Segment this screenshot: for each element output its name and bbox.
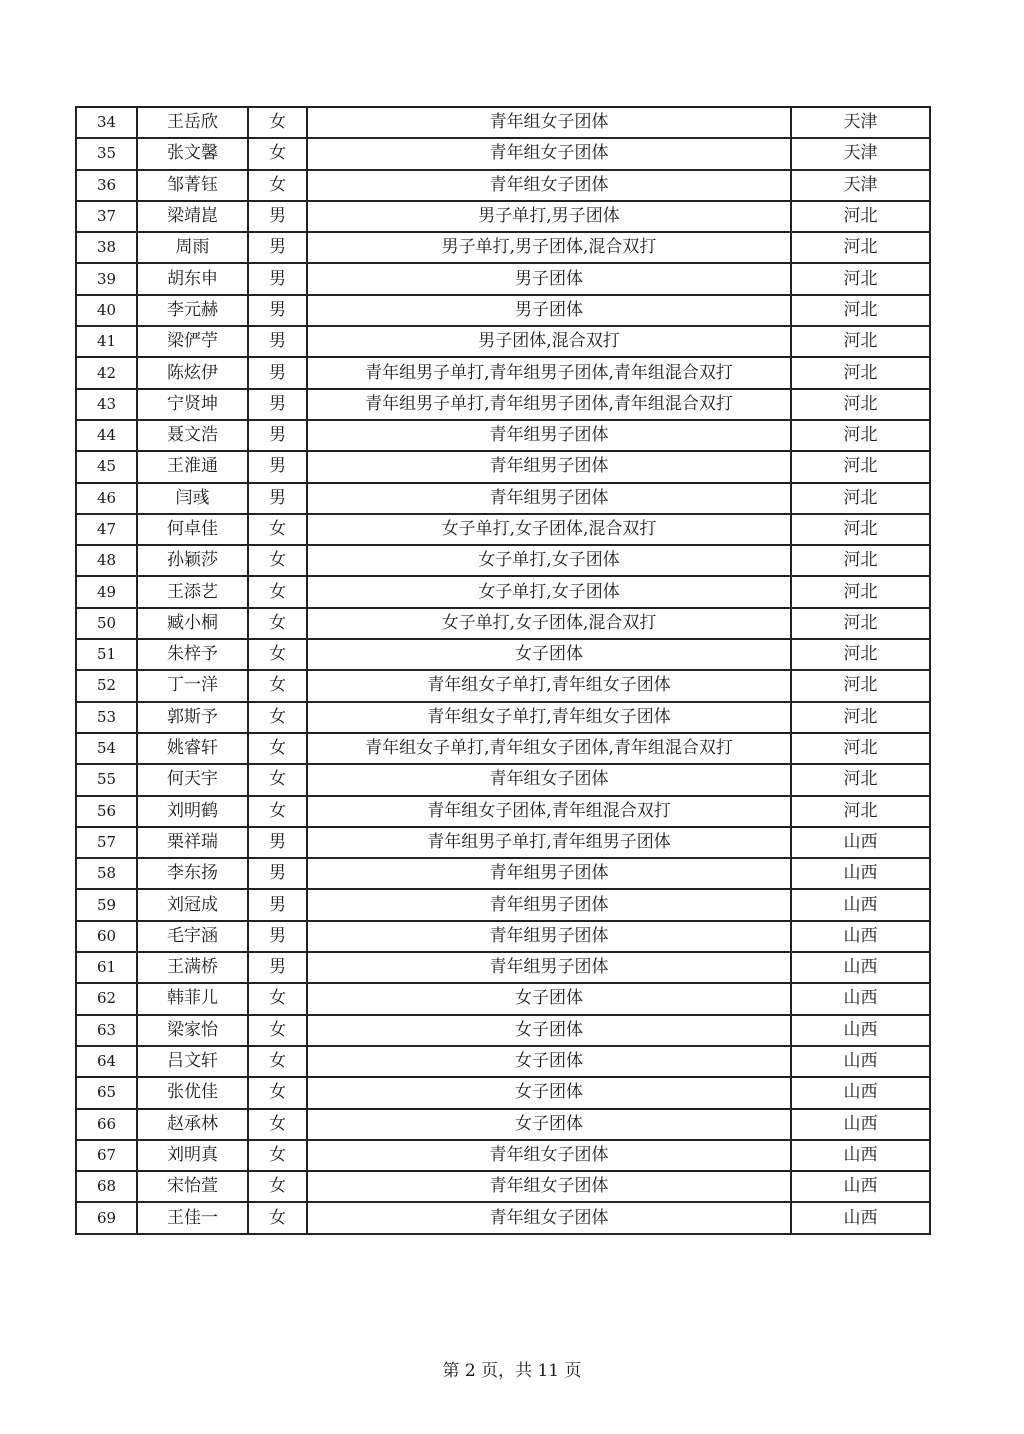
player-events: 青年组男子单打,青年组男子团体: [307, 827, 791, 858]
player-region: 河北: [791, 796, 930, 827]
player-events: 女子团体: [307, 1077, 791, 1108]
player-name: 郭斯予: [137, 702, 248, 733]
player-gender: 女: [248, 107, 307, 138]
player-name: 刘明鹤: [137, 796, 248, 827]
player-events: 女子单打,女子团体: [307, 545, 791, 576]
player-name: 梁家怡: [137, 1015, 248, 1046]
player-region: 山西: [791, 1077, 930, 1108]
player-name: 张文馨: [137, 138, 248, 169]
table-row: [76, 201, 930, 232]
player-region: 河北: [791, 576, 930, 607]
row-number: 57: [76, 827, 137, 858]
player-gender: 男: [248, 858, 307, 889]
player-events: 青年组男子单打,青年组男子团体,青年组混合双打: [307, 389, 791, 420]
row-number: 51: [76, 639, 137, 670]
player-region: 河北: [791, 608, 930, 639]
player-name: 陈炫伊: [137, 357, 248, 388]
player-region: 天津: [791, 107, 930, 138]
player-region: 河北: [791, 483, 930, 514]
player-region: 河北: [791, 451, 930, 482]
player-events: 青年组男子团体: [307, 921, 791, 952]
player-region: 山西: [791, 858, 930, 889]
table-row: [76, 764, 930, 795]
row-number: 36: [76, 170, 137, 201]
player-gender: 女: [248, 1046, 307, 1077]
player-name: 姚睿轩: [137, 733, 248, 764]
table-row: [76, 1140, 930, 1171]
row-number: 59: [76, 889, 137, 920]
table-row: [76, 733, 930, 764]
player-gender: 女: [248, 639, 307, 670]
player-events: 青年组男子团体: [307, 483, 791, 514]
row-number: 65: [76, 1077, 137, 1108]
player-gender: 女: [248, 514, 307, 545]
table-row: [76, 357, 930, 388]
table-row: [76, 639, 930, 670]
player-name: 王岳欣: [137, 107, 248, 138]
player-gender: 男: [248, 420, 307, 451]
player-gender: 女: [248, 1109, 307, 1140]
player-events: 青年组女子团体: [307, 764, 791, 795]
row-number: 62: [76, 983, 137, 1014]
row-number: 38: [76, 232, 137, 263]
row-number: 41: [76, 326, 137, 357]
row-number: 66: [76, 1109, 137, 1140]
player-name: 李元赫: [137, 295, 248, 326]
player-name: 王佳一: [137, 1202, 248, 1233]
player-gender: 女: [248, 1202, 307, 1233]
player-region: 河北: [791, 295, 930, 326]
player-region: 山西: [791, 827, 930, 858]
player-events: 青年组女子团体: [307, 138, 791, 169]
player-gender: 男: [248, 921, 307, 952]
player-events: 女子单打,女子团体,混合双打: [307, 608, 791, 639]
row-number: 35: [76, 138, 137, 169]
player-name: 刘明真: [137, 1140, 248, 1171]
player-events: 青年组女子团体,青年组混合双打: [307, 796, 791, 827]
row-number: 63: [76, 1015, 137, 1046]
row-number: 44: [76, 420, 137, 451]
player-name: 张优佳: [137, 1077, 248, 1108]
row-number: 69: [76, 1202, 137, 1233]
row-number: 48: [76, 545, 137, 576]
player-name: 邹菁钰: [137, 170, 248, 201]
player-events: 青年组男子团体: [307, 858, 791, 889]
player-events: 男子单打,男子团体,混合双打: [307, 232, 791, 263]
player-name: 赵承林: [137, 1109, 248, 1140]
player-region: 河北: [791, 764, 930, 795]
player-gender: 男: [248, 357, 307, 388]
row-number: 50: [76, 608, 137, 639]
table-row: [76, 514, 930, 545]
player-region: 山西: [791, 889, 930, 920]
player-name: 毛宇涵: [137, 921, 248, 952]
player-events: 青年组男子团体: [307, 952, 791, 983]
player-gender: 男: [248, 451, 307, 482]
row-number: 55: [76, 764, 137, 795]
player-name: 王满桥: [137, 952, 248, 983]
player-name: 宁贤坤: [137, 389, 248, 420]
player-region: 山西: [791, 983, 930, 1014]
player-events: 青年组女子团体: [307, 170, 791, 201]
player-gender: 男: [248, 232, 307, 263]
row-number: 68: [76, 1171, 137, 1202]
row-number: 54: [76, 733, 137, 764]
table-row: [76, 1109, 930, 1140]
player-gender: 女: [248, 1140, 307, 1171]
player-gender: 女: [248, 1171, 307, 1202]
roster-body: [76, 107, 930, 1234]
player-region: 山西: [791, 1171, 930, 1202]
player-gender: 女: [248, 545, 307, 576]
player-events: 青年组女子团体: [307, 107, 791, 138]
player-region: 山西: [791, 1109, 930, 1140]
player-gender: 女: [248, 733, 307, 764]
table-row: [76, 796, 930, 827]
player-events: 青年组男子单打,青年组男子团体,青年组混合双打: [307, 357, 791, 388]
player-name: 王添艺: [137, 576, 248, 607]
table-row: [76, 858, 930, 889]
player-gender: 男: [248, 295, 307, 326]
player-region: 山西: [791, 1015, 930, 1046]
table-row: [76, 1015, 930, 1046]
player-events: 女子团体: [307, 1046, 791, 1077]
player-name: 宋怡萱: [137, 1171, 248, 1202]
page-footer: 第 2 页，共 11 页: [442, 1361, 582, 1381]
row-number: 67: [76, 1140, 137, 1171]
row-number: 49: [76, 576, 137, 607]
player-name: 聂文浩: [137, 420, 248, 451]
table-row: [76, 952, 930, 983]
player-gender: 女: [248, 670, 307, 701]
player-events: 男子单打,男子团体: [307, 201, 791, 232]
player-name: 臧小桐: [137, 608, 248, 639]
player-region: 河北: [791, 201, 930, 232]
table-row: [76, 263, 930, 294]
row-number: 47: [76, 514, 137, 545]
table-row: [76, 295, 930, 326]
player-region: 河北: [791, 733, 930, 764]
player-events: 男子团体,混合双打: [307, 326, 791, 357]
player-region: 山西: [791, 1046, 930, 1077]
player-name: 刘冠成: [137, 889, 248, 920]
row-number: 64: [76, 1046, 137, 1077]
table-row: [76, 827, 930, 858]
player-name: 吕文轩: [137, 1046, 248, 1077]
player-events: 女子团体: [307, 639, 791, 670]
player-events: 青年组女子单打,青年组女子团体: [307, 670, 791, 701]
player-name: 丁一洋: [137, 670, 248, 701]
row-number: 52: [76, 670, 137, 701]
player-region: 河北: [791, 326, 930, 357]
player-gender: 女: [248, 170, 307, 201]
player-region: 河北: [791, 420, 930, 451]
player-gender: 男: [248, 952, 307, 983]
player-events: 青年组女子单打,青年组女子团体,青年组混合双打: [307, 733, 791, 764]
table-row: [76, 702, 930, 733]
table-row: [76, 576, 930, 607]
player-name: 韩菲儿: [137, 983, 248, 1014]
table-row: [76, 451, 930, 482]
row-number: 39: [76, 263, 137, 294]
player-name: 朱梓予: [137, 639, 248, 670]
table-row: [76, 670, 930, 701]
player-name: 何天宇: [137, 764, 248, 795]
player-name: 何卓佳: [137, 514, 248, 545]
player-region: 河北: [791, 545, 930, 576]
table-row: [76, 1171, 930, 1202]
player-region: 河北: [791, 232, 930, 263]
row-number: 46: [76, 483, 137, 514]
player-region: 河北: [791, 357, 930, 388]
player-events: 青年组女子单打,青年组女子团体: [307, 702, 791, 733]
row-number: 58: [76, 858, 137, 889]
player-events: 青年组男子团体: [307, 451, 791, 482]
table-row: [76, 608, 930, 639]
player-gender: 男: [248, 483, 307, 514]
player-gender: 男: [248, 326, 307, 357]
player-events: 青年组男子团体: [307, 889, 791, 920]
table-row: [76, 170, 930, 201]
table-row: [76, 232, 930, 263]
player-gender: 男: [248, 263, 307, 294]
row-number: 42: [76, 357, 137, 388]
table-row: [76, 389, 930, 420]
table-row: [76, 326, 930, 357]
player-gender: 女: [248, 702, 307, 733]
player-events: 女子团体: [307, 1015, 791, 1046]
table-row: [76, 983, 930, 1014]
player-gender: 男: [248, 201, 307, 232]
player-region: 河北: [791, 670, 930, 701]
player-name: 梁靖崑: [137, 201, 248, 232]
table-row: [76, 483, 930, 514]
row-number: 53: [76, 702, 137, 733]
player-events: 女子单打,女子团体,混合双打: [307, 514, 791, 545]
player-events: 男子团体: [307, 295, 791, 326]
player-name: 王淮通: [137, 451, 248, 482]
table-row: [76, 138, 930, 169]
row-number: 45: [76, 451, 137, 482]
table-row: [76, 921, 930, 952]
player-gender: 女: [248, 608, 307, 639]
player-events: 男子团体: [307, 263, 791, 294]
table-row: [76, 420, 930, 451]
player-events: 青年组女子团体: [307, 1171, 791, 1202]
player-region: 山西: [791, 1140, 930, 1171]
player-gender: 女: [248, 576, 307, 607]
player-name: 孙颖莎: [137, 545, 248, 576]
player-name: 栗祥瑞: [137, 827, 248, 858]
roster-table: [75, 106, 931, 1235]
player-name: 梁俨苧: [137, 326, 248, 357]
player-region: 河北: [791, 702, 930, 733]
player-name: 闫彧: [137, 483, 248, 514]
row-number: 56: [76, 796, 137, 827]
row-number: 61: [76, 952, 137, 983]
player-events: 青年组女子团体: [307, 1140, 791, 1171]
table-row: [76, 107, 930, 138]
player-gender: 女: [248, 1077, 307, 1108]
row-number: 43: [76, 389, 137, 420]
player-events: 女子团体: [307, 1109, 791, 1140]
player-region: 河北: [791, 639, 930, 670]
player-gender: 女: [248, 1015, 307, 1046]
row-number: 34: [76, 107, 137, 138]
player-region: 山西: [791, 952, 930, 983]
table-row: [76, 1046, 930, 1077]
player-gender: 女: [248, 764, 307, 795]
row-number: 60: [76, 921, 137, 952]
player-name: 周雨: [137, 232, 248, 263]
player-events: 女子团体: [307, 983, 791, 1014]
row-number: 40: [76, 295, 137, 326]
player-gender: 男: [248, 889, 307, 920]
player-name: 胡东申: [137, 263, 248, 294]
player-region: 山西: [791, 921, 930, 952]
player-region: 河北: [791, 389, 930, 420]
table-row: [76, 545, 930, 576]
row-number: 37: [76, 201, 137, 232]
player-name: 李东扬: [137, 858, 248, 889]
player-gender: 女: [248, 983, 307, 1014]
player-gender: 女: [248, 796, 307, 827]
player-region: 天津: [791, 138, 930, 169]
player-region: 山西: [791, 1202, 930, 1233]
table-row: [76, 1202, 930, 1233]
player-gender: 女: [248, 138, 307, 169]
player-gender: 男: [248, 389, 307, 420]
player-events: 女子单打,女子团体: [307, 576, 791, 607]
player-gender: 男: [248, 827, 307, 858]
player-region: 河北: [791, 514, 930, 545]
table-row: [76, 889, 930, 920]
table-row: [76, 1077, 930, 1108]
player-events: 青年组女子团体: [307, 1202, 791, 1233]
player-region: 河北: [791, 263, 930, 294]
player-events: 青年组男子团体: [307, 420, 791, 451]
player-region: 天津: [791, 170, 930, 201]
